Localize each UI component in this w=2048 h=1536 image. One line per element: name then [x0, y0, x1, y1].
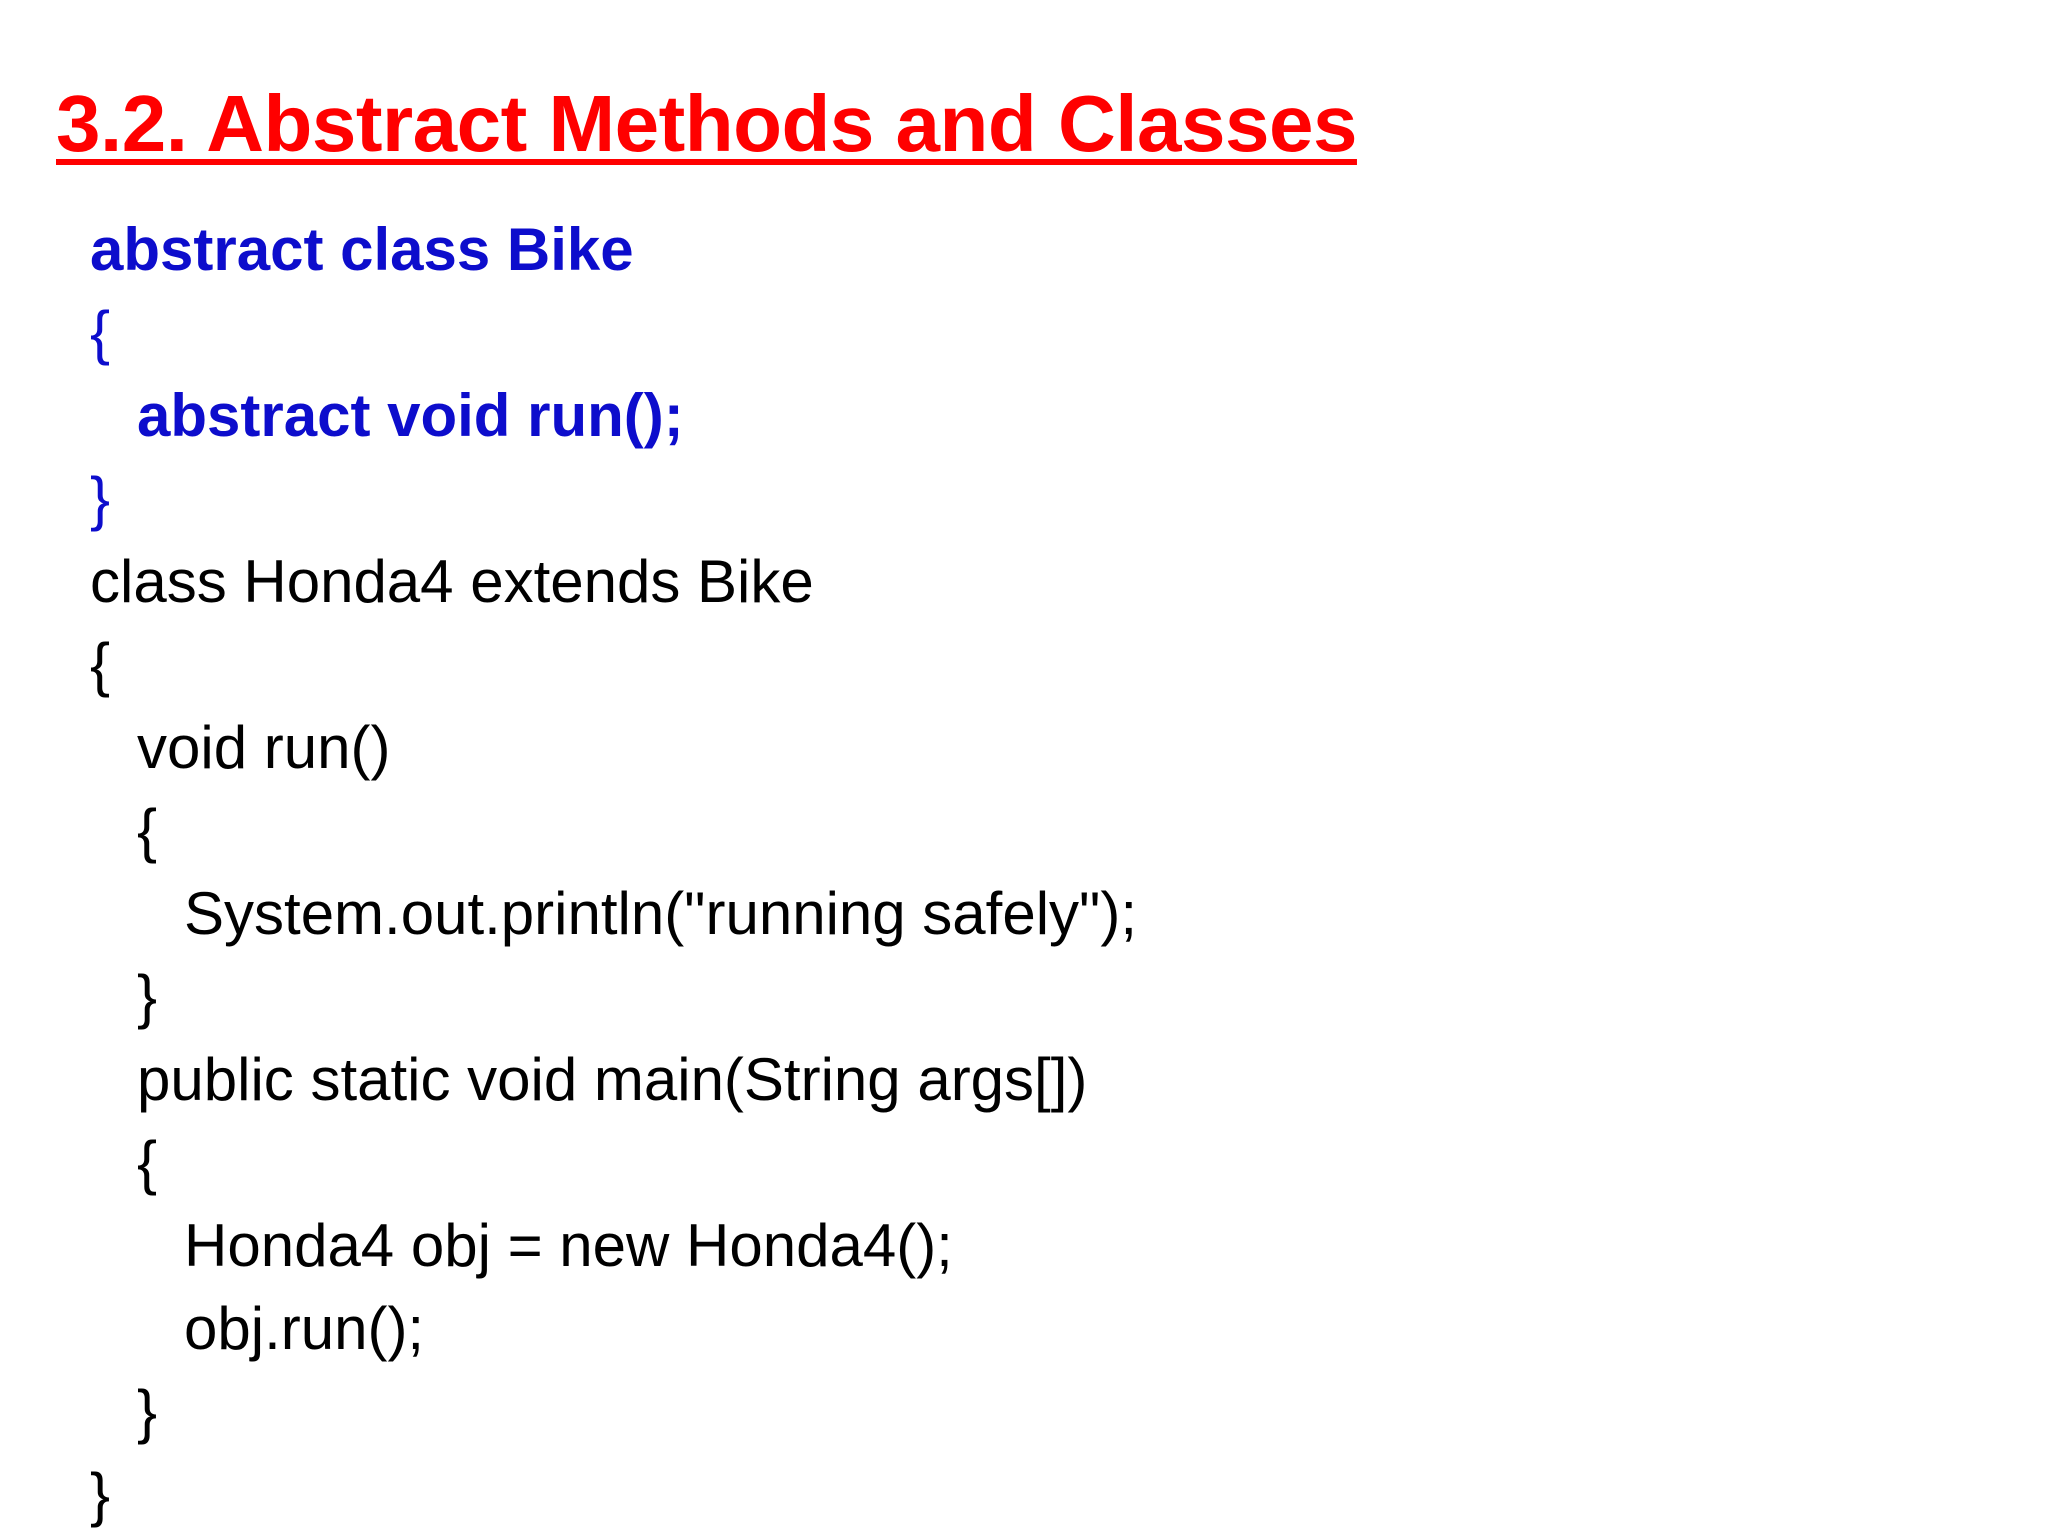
code-line-open-brace: { — [90, 299, 111, 366]
code-line-close-brace: } — [137, 963, 158, 1030]
slide-title: 3.2. Abstract Methods and Classes — [56, 79, 1357, 168]
code-line-method-call: obj.run(); — [184, 1295, 425, 1362]
code-line-print-statement: System.out.println("running safely"); — [184, 880, 1137, 947]
code-line-object-creation: Honda4 obj = new Honda4(); — [184, 1212, 953, 1279]
code-line-open-brace: { — [137, 1129, 158, 1196]
code-line-open-brace: { — [90, 631, 111, 698]
code-line-close-brace: } — [90, 1461, 111, 1528]
code-line-main-method: public static void main(String args[]) — [137, 1046, 1088, 1113]
code-line-abstract-class: abstract class Bike — [90, 216, 634, 283]
code-line-subclass-declaration: class Honda4 extends Bike — [90, 548, 814, 615]
code-line-close-brace: } — [90, 465, 111, 532]
code-line-close-brace: } — [137, 1378, 158, 1445]
code-block — [90, 208, 1137, 1536]
code-line-open-brace: { — [137, 797, 158, 864]
code-line-abstract-method: abstract void run(); — [137, 382, 684, 449]
code-line-run-method: void run() — [137, 714, 391, 781]
